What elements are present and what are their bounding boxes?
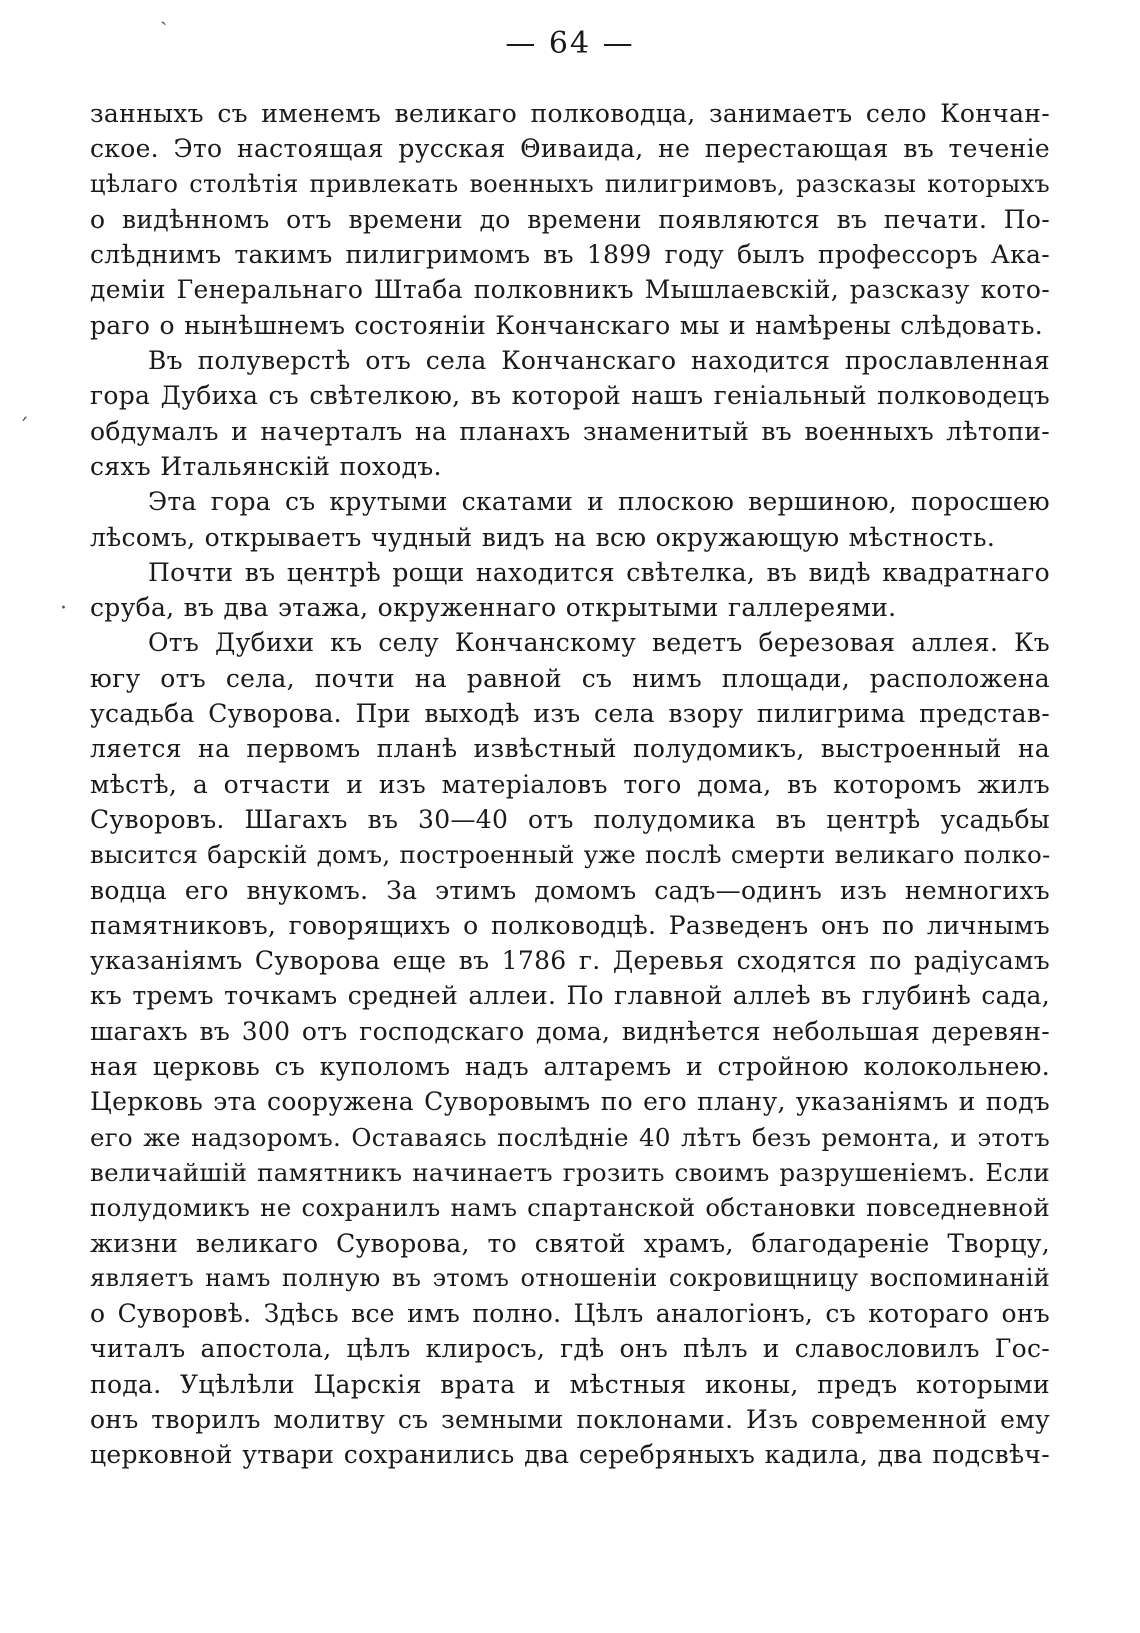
- margin-tick-mark: ˊ: [18, 416, 29, 441]
- text-line: занныхъ съ именемъ великаго полководца, занимаетъ село Кончан-: [90, 99, 1050, 128]
- text-line: Суворовъ. Шагахъ въ 30—40 отъ полудомика въ центрѣ усадьбы: [90, 804, 1050, 834]
- text-line: югу отъ села, почти на равной съ нимъ площади, расположена: [90, 663, 1050, 693]
- text-line: пода. Уцѣлѣли Царскія врата и мѣстныя иконы, предъ которыми: [90, 1369, 1050, 1399]
- text-line: мѣстѣ, а отчасти и изъ матеріаловъ того дома, въ которомъ жилъ: [90, 769, 1050, 799]
- text-line: церковной утвари сохранились два серебряныхъ кадила, два подсвѣч-: [90, 1440, 1050, 1470]
- text-line: ная церковь съ куполомъ надъ алтаремъ и стройною колокольнею.: [90, 1052, 1050, 1082]
- text-line: Церковь эта сооружена Суворовымъ по его плану, указаніямъ и подъ: [90, 1087, 1050, 1117]
- page-number: — 64 —: [505, 26, 635, 61]
- text-line: жизни великаго Суворова, то святой храмъ, благодареніе Творцу,: [90, 1228, 1050, 1258]
- paragraph-start-line: Отъ Дубихи къ селу Кончанскому ведетъ березовая аллея. Къ: [148, 628, 1050, 658]
- text-line: указаніямъ Суворова еще въ 1786 г. Деревья сходятся по радіусамъ: [90, 946, 1050, 976]
- text-line: его же надзоромъ. Оставаясь послѣдніе 40 лѣтъ безъ ремонта, и этотъ: [90, 1122, 1050, 1152]
- text-line: сяхъ Итальянскій походъ.: [90, 451, 442, 481]
- paragraph-start-line: Эта гора съ крутыми скатами и плоскою вершиною, поросшею: [148, 487, 1050, 517]
- text-line: полудомикъ не сохранилъ намъ спартанской обстановки повседневной: [90, 1193, 1050, 1223]
- paragraph-start-line: Почти въ центрѣ рощи находится свѣтелка, въ видѣ квадратнаго: [148, 557, 1050, 587]
- text-line: онъ творилъ молитву съ земными поклонами. Изъ современной ему: [90, 1404, 1050, 1434]
- text-line: памятниковъ, говорящихъ о полководцѣ. Разведенъ онъ по личнымъ: [90, 910, 1050, 940]
- text-line: ское. Это настоящая русская Θиваида, не перестающая въ теченіе: [90, 134, 1050, 164]
- paragraph-start-line: Въ полуверстѣ отъ села Кончанскаго находится прославленная: [148, 346, 1050, 376]
- text-line: деміи Генеральнаго Штаба полковникъ Мышлаевскій, разсказу кото-: [90, 275, 1050, 305]
- text-line: слѣднимъ такимъ пилигримомъ въ 1899 году былъ профессоръ Ака-: [90, 240, 1050, 270]
- text-line: цѣлаго столѣтія привлекать военныхъ пилигримовъ, разсказы которыхъ: [90, 169, 1050, 198]
- body-text: [90, 96, 1050, 1473]
- text-line: обдумалъ и начерталъ на планахъ знаменитый въ военныхъ лѣтопи-: [90, 416, 1050, 446]
- scan-speck-mark: ˏ: [160, 1, 168, 26]
- text-line: о видѣнномъ отъ времени до времени появляются въ печати. По-: [90, 204, 1050, 234]
- text-line: высится барскій домъ, построенный уже послѣ смерти великаго полко-: [90, 840, 1051, 870]
- text-line: лѣсомъ, открываетъ чудный видъ на всю окружающую мѣстность.: [90, 522, 996, 552]
- text-line: величайшій памятникъ начинаетъ грозить своимъ разрушеніемъ. Если: [90, 1157, 1050, 1187]
- text-line: ляется на первомъ планѣ извѣстный полудомикъ, выстроенный на: [90, 734, 1050, 764]
- text-line: шагахъ въ 300 отъ господскаго дома, виднѣется небольшая деревян-: [90, 1016, 1050, 1046]
- text-line: являетъ намъ полную въ этомъ отношеніи сокровищницу воспоминаній: [90, 1263, 1050, 1292]
- text-line: къ тремъ точкамъ средней аллеи. По главной аллеѣ въ глубинѣ сада,: [90, 981, 1050, 1011]
- text-line: о Суворовѣ. Здѣсь все имъ полно. Цѣлъ аналогіонъ, съ котораго онъ: [90, 1299, 1050, 1329]
- text-line: гора Дубиха съ свѣтелкою, въ которой нашъ геніальный полководецъ: [90, 381, 1050, 411]
- text-line: сруба, въ два этажа, окруженнаго открытыми галлереями.: [90, 593, 897, 623]
- text-line: раго о нынѣшнемъ состояніи Кончанскаго мы и намѣрены слѣдовать.: [90, 310, 1044, 340]
- text-line: читалъ апостола, цѣлъ клиросъ, гдѣ онъ пѣлъ и славословилъ Гос-: [90, 1334, 1050, 1364]
- margin-dot-mark: ·: [60, 596, 67, 621]
- text-line: усадьба Суворова. При выходѣ изъ села взору пилигрима представ-: [90, 699, 1050, 729]
- text-line: водца его внукомъ. За этимъ домомъ садъ—одинъ изъ немногихъ: [90, 875, 1050, 905]
